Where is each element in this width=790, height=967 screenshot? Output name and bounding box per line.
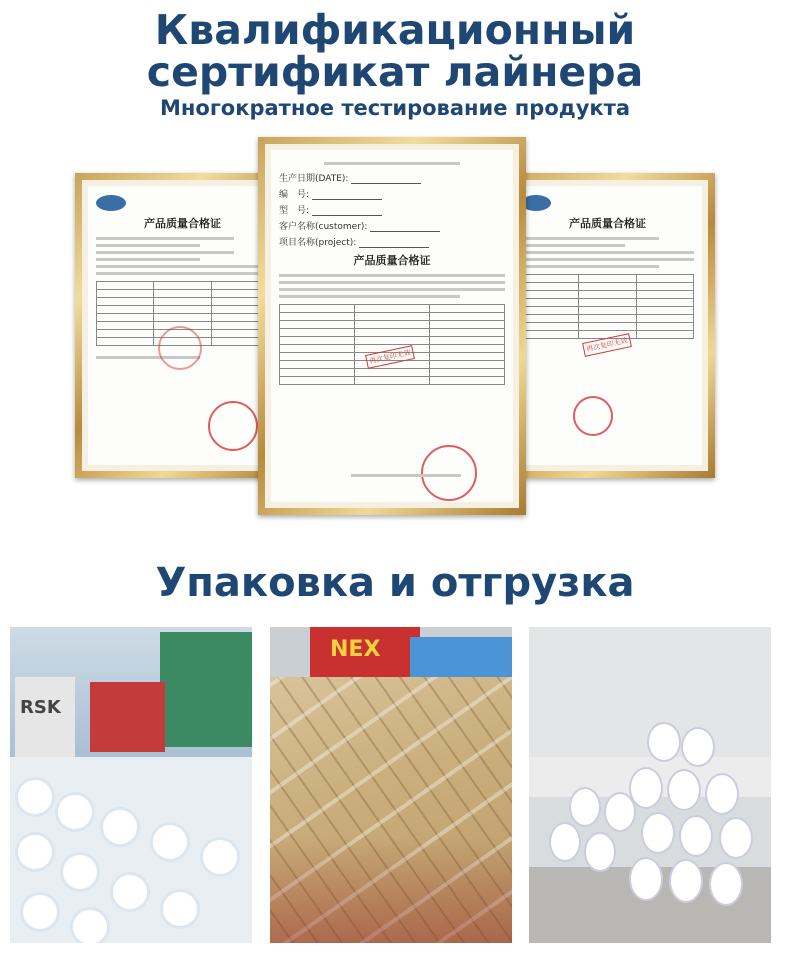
title-line-1: Квалификационный xyxy=(154,6,636,54)
seal-stamp-icon xyxy=(158,326,202,370)
certificate-right-title: 产品质量合格证 xyxy=(569,217,646,230)
certificate-center-table xyxy=(279,304,505,385)
seal-stamp-icon xyxy=(208,401,258,451)
company-logo-icon xyxy=(96,195,126,211)
photo-truck-loading xyxy=(10,627,252,943)
field-customer: 客户名称(customer): xyxy=(279,219,505,232)
field-model: 型 号: xyxy=(279,203,505,216)
packing-title: Упаковка и отгрузка xyxy=(155,560,635,606)
truck-text: NEX xyxy=(330,637,381,662)
subtitle: Многократное тестирование продукта xyxy=(159,96,630,120)
field-date: 生产日期(DATE): xyxy=(279,171,505,184)
field-project: 项目名称(project): xyxy=(279,235,505,248)
certificate-left-title: 产品质量合格证 xyxy=(144,217,221,230)
seal-stamp-icon xyxy=(573,396,613,436)
title-line-2: сертификат лайнера xyxy=(146,48,644,96)
certificate-center-title: 产品质量合格证 xyxy=(353,254,431,267)
certificate-right-stamp: 再次复印无效 xyxy=(582,333,632,357)
field-number: 编 号: xyxy=(279,187,505,200)
certificate-right-table xyxy=(521,274,694,339)
certificate-center-stamp: 再次复印无效 xyxy=(365,345,415,369)
certificate-right xyxy=(500,173,715,478)
certificate-center xyxy=(258,137,526,515)
seal-stamp-icon xyxy=(421,445,477,501)
container-text: RSK xyxy=(20,697,61,718)
photo-rolls-on-truck xyxy=(270,627,512,943)
photo-rolls-warehouse xyxy=(529,627,771,943)
